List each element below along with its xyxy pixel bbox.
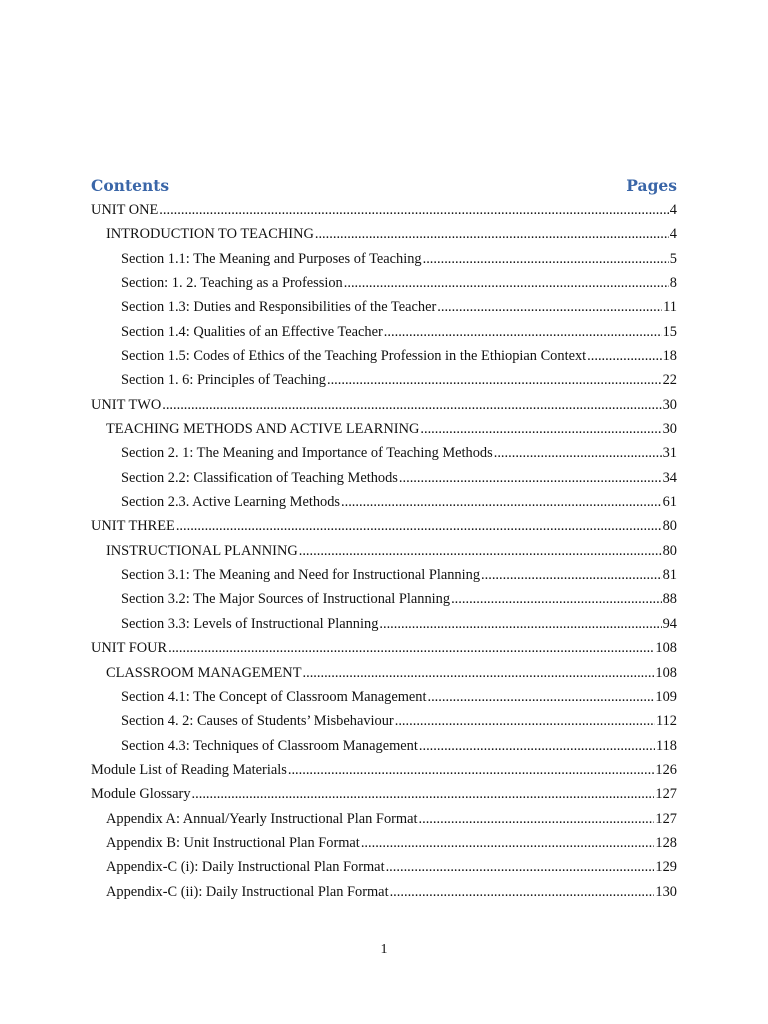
toc-entry-page: 126 bbox=[655, 761, 677, 778]
toc-entry[interactable] bbox=[91, 368, 677, 392]
toc-entry-title: Appendix B: Unit Instructional Plan Format bbox=[106, 834, 360, 851]
toc-entry-page: 80 bbox=[662, 518, 677, 535]
toc-entry-title: Section 3.3: Levels of Instructional Planning bbox=[121, 615, 379, 632]
toc-entry-title: Module Glossary bbox=[91, 786, 191, 803]
dot-leader bbox=[427, 690, 654, 704]
dot-leader bbox=[192, 787, 655, 801]
toc-entry-page: 127 bbox=[655, 810, 677, 827]
toc-entry[interactable] bbox=[91, 320, 677, 344]
toc-entry[interactable] bbox=[91, 734, 677, 758]
toc-entry[interactable] bbox=[91, 563, 677, 587]
toc-entry-title: Section 4. 2: Causes of Students’ Misbehaviour bbox=[121, 713, 394, 730]
toc-entry-page: 11 bbox=[663, 299, 677, 316]
toc-entry-page: 30 bbox=[662, 421, 677, 438]
dot-leader bbox=[379, 617, 661, 631]
toc-entry-title: Appendix-C (i): Daily Instructional Plan Format bbox=[106, 859, 385, 876]
toc-entry-page: 61 bbox=[662, 494, 677, 511]
toc-entry[interactable] bbox=[91, 539, 677, 563]
toc-entry-title: Section 2. 1: The Meaning and Importance of Teaching Methods bbox=[121, 445, 493, 462]
dot-leader bbox=[423, 252, 669, 266]
toc-entry-page: 109 bbox=[655, 688, 677, 705]
toc-entry-page: 4 bbox=[669, 201, 677, 218]
dot-leader bbox=[361, 836, 655, 850]
toc-entry-page: 8 bbox=[669, 275, 677, 291]
toc-entry[interactable] bbox=[91, 758, 677, 782]
toc-entry-page: 34 bbox=[662, 469, 677, 486]
toc-entry-page: 94 bbox=[662, 615, 677, 632]
toc-entry-title: Section 3.2: The Major Sources of Instructional Planning bbox=[121, 591, 451, 608]
toc-entry-title: Section 4.1: The Concept of Classroom Management bbox=[121, 688, 427, 705]
toc-entry[interactable] bbox=[91, 490, 677, 514]
toc-entry[interactable] bbox=[91, 612, 677, 636]
dot-leader bbox=[587, 349, 661, 363]
toc-entry[interactable] bbox=[91, 295, 677, 319]
page-number: 1 bbox=[380, 942, 388, 957]
dot-leader bbox=[386, 860, 655, 874]
toc-entry-title: UNIT THREE bbox=[91, 518, 175, 535]
dot-leader bbox=[303, 666, 655, 680]
toc-entry-title: Section 1.5: Codes of Ethics of the Teaching Profession in the Ethiopian Context bbox=[121, 348, 587, 365]
toc-entry[interactable] bbox=[91, 222, 677, 246]
toc-entry[interactable] bbox=[91, 709, 677, 733]
toc-entry-title: Appendix A: Annual/Yearly Instructional Plan Format bbox=[106, 810, 418, 827]
toc-entry-title: CLASSROOM MANAGEMENT bbox=[106, 664, 302, 681]
toc-entry[interactable] bbox=[91, 880, 677, 904]
toc-entry-page: 15 bbox=[662, 323, 677, 340]
dot-leader bbox=[399, 471, 662, 485]
dot-leader bbox=[176, 519, 662, 533]
toc-entry-page: 127 bbox=[655, 786, 677, 803]
toc-entry-page: 129 bbox=[655, 859, 677, 876]
toc-entry-page: 108 bbox=[655, 640, 677, 657]
toc-entry-page: 4 bbox=[669, 226, 677, 243]
toc-entry-title: Module List of Reading Materials bbox=[91, 761, 287, 778]
toc-entry[interactable] bbox=[91, 441, 677, 465]
dot-leader bbox=[494, 446, 662, 460]
toc-entry-page: 18 bbox=[662, 348, 677, 365]
toc-entry-page: 118 bbox=[655, 737, 677, 754]
toc-entry[interactable] bbox=[91, 271, 677, 295]
dot-leader bbox=[159, 203, 669, 217]
toc-entry-title: Section: 1. 2. Teaching as a Profession bbox=[121, 275, 343, 291]
toc-entry-title: UNIT FOUR bbox=[91, 640, 168, 657]
table-of-contents bbox=[91, 198, 677, 904]
toc-entry[interactable] bbox=[91, 831, 677, 855]
toc-entry-title: Section 1.3: Duties and Responsibilities of the Teacher bbox=[121, 299, 437, 316]
dot-leader bbox=[315, 227, 669, 241]
dot-leader bbox=[419, 739, 655, 753]
toc-entry-title: Section 4.3: Techniques of Classroom Management bbox=[121, 737, 418, 754]
toc-entry-title: Section 1. 6: Principles of Teaching bbox=[121, 372, 326, 389]
toc-entry[interactable] bbox=[91, 198, 677, 222]
dot-leader bbox=[344, 276, 669, 290]
toc-entry-page: 80 bbox=[662, 542, 677, 559]
toc-entry-title: INTRODUCTION TO TEACHING bbox=[106, 226, 314, 243]
dot-leader bbox=[341, 495, 662, 509]
toc-entry-title: INSTRUCTIONAL PLANNING bbox=[106, 542, 298, 559]
toc-entry-title: Section 3.1: The Meaning and Need for Instructional Planning bbox=[121, 567, 481, 584]
dot-leader bbox=[419, 812, 655, 826]
toc-entry-title: Section 2.3. Active Learning Methods bbox=[121, 494, 341, 511]
toc-entry[interactable] bbox=[91, 466, 677, 490]
toc-entry[interactable] bbox=[91, 393, 677, 417]
dot-leader bbox=[384, 325, 662, 339]
toc-entry[interactable] bbox=[91, 514, 677, 538]
toc-entry[interactable] bbox=[91, 685, 677, 709]
toc-entry-title: Section 1.4: Qualities of an Effective Teacher bbox=[121, 323, 383, 340]
toc-entry[interactable] bbox=[91, 636, 677, 660]
dot-leader bbox=[168, 641, 654, 655]
toc-entry[interactable] bbox=[91, 661, 677, 685]
toc-entry[interactable] bbox=[91, 344, 677, 368]
toc-entry-page: 88 bbox=[662, 591, 677, 608]
toc-entry-page: 128 bbox=[655, 834, 677, 851]
dot-leader bbox=[481, 568, 662, 582]
toc-entry-title: UNIT TWO bbox=[91, 396, 162, 413]
dot-leader bbox=[299, 544, 662, 558]
toc-entry-page: 108 bbox=[655, 664, 677, 681]
toc-entry-page: 112 bbox=[655, 713, 677, 730]
toc-entry-page: 22 bbox=[662, 372, 677, 389]
toc-entry-title: Section 2.2: Classification of Teaching Methods bbox=[121, 469, 398, 486]
toc-entry[interactable] bbox=[91, 588, 677, 612]
toc-entry-title: Section 1.1: The Meaning and Purposes of Teaching bbox=[121, 250, 422, 267]
toc-entry-page: 5 bbox=[669, 250, 677, 267]
dot-leader bbox=[451, 592, 662, 606]
toc-entry-title: TEACHING METHODS AND ACTIVE LEARNING bbox=[106, 421, 420, 438]
dot-leader bbox=[288, 763, 655, 777]
toc-entry-page: 130 bbox=[655, 883, 677, 900]
dot-leader bbox=[437, 300, 662, 314]
toc-entry-title: Appendix-C (ii): Daily Instructional Plan Format bbox=[106, 883, 389, 900]
toc-header bbox=[91, 176, 677, 198]
contents-heading: Contents bbox=[91, 176, 170, 195]
pages-heading: Pages bbox=[626, 176, 677, 195]
toc-entry[interactable] bbox=[91, 247, 677, 271]
toc-entry-page: 30 bbox=[662, 396, 677, 413]
dot-leader bbox=[162, 398, 661, 412]
toc-entry[interactable] bbox=[91, 855, 677, 879]
toc-entry-page: 31 bbox=[662, 445, 677, 462]
toc-entry-page: 81 bbox=[662, 567, 677, 584]
dot-leader bbox=[390, 885, 655, 899]
toc-entry[interactable] bbox=[91, 417, 677, 441]
dot-leader bbox=[327, 373, 662, 387]
toc-entry[interactable] bbox=[91, 807, 677, 831]
dot-leader bbox=[395, 714, 655, 728]
toc-entry-title: UNIT ONE bbox=[91, 201, 159, 218]
toc-entry[interactable] bbox=[91, 782, 677, 806]
dot-leader bbox=[420, 422, 661, 436]
